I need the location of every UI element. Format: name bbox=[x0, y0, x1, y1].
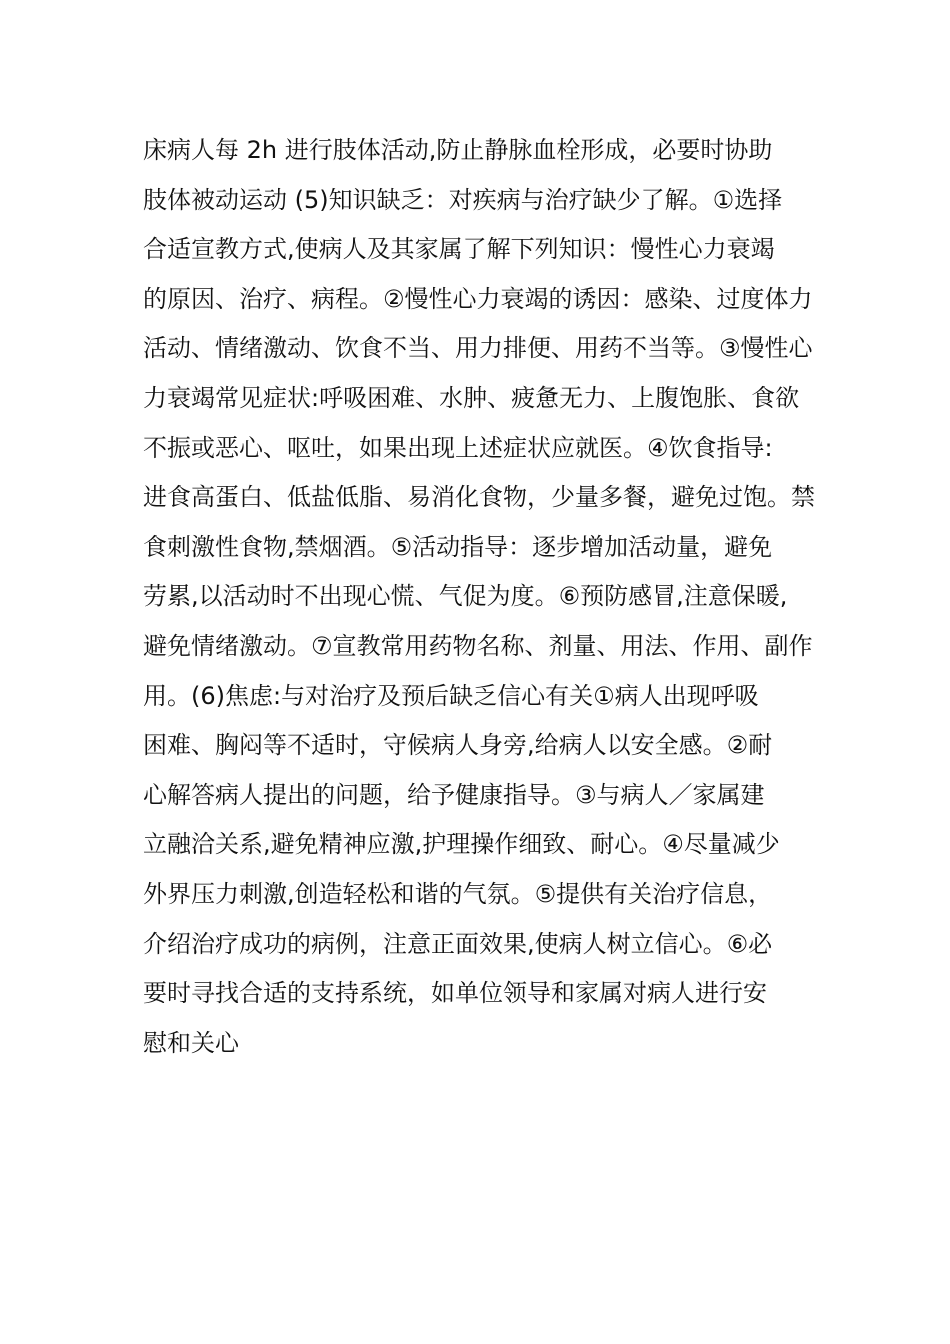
text-line: 力衰竭常见症状:呼吸困难、水肿、疲惫无力、上腹饱胀、食欲 bbox=[143, 383, 800, 412]
text-line: 进食高蛋白、低盐低脂、易消化食物，少量多餐，避免过饱。禁 bbox=[143, 483, 815, 512]
body-paragraph bbox=[143, 126, 813, 1068]
text-line: 心解答病人提出的问题，给予健康指导。③与病人／家属建 bbox=[143, 780, 765, 809]
text-line: 食刺激性食物,禁烟酒。⑤活动指导：逐步增加活动量，避免 bbox=[143, 532, 773, 561]
text-line: 合适宣教方式,使病人及其家属了解下列知识：慢性心力衰竭 bbox=[143, 235, 775, 264]
text-line: 不振或恶心、呕吐，如果出现上述症状应就医。④饮食指导: bbox=[143, 433, 773, 462]
text-line: 要时寻找合适的支持系统，如单位领导和家属对病人进行安 bbox=[143, 979, 767, 1008]
text-line: 肢体被动运动 (5)知识缺乏：对疾病与治疗缺少了解。①选择 bbox=[143, 185, 783, 214]
text-line: 困难、胸闷等不适时，守候病人身旁,给病人以安全感。②耐 bbox=[143, 731, 773, 760]
text-line: 劳累,以活动时不出现心慌、气促为度。⑥预防感冒,注意保暖, bbox=[143, 582, 788, 611]
text-line: 避免情绪激动。⑦宣教常用药物名称、剂量、用法、作用、副作 bbox=[143, 631, 813, 660]
text-line: 活动、情绪激动、饮食不当、用力排便、用药不当等。③慢性心 bbox=[143, 334, 813, 363]
text-line: 床病人每 2h 进行肢体活动,防止静脉血栓形成，必要时协助 bbox=[143, 136, 773, 164]
text-line: 介绍治疗成功的病例，注意正面效果,使病人树立信心。⑥必 bbox=[143, 929, 773, 958]
text-line: 用。(6)焦虑:与对治疗及预后缺乏信心有关①病人出现呼吸 bbox=[143, 681, 759, 710]
text-line: 立融洽关系,避免精神应激,护理操作细致、耐心。④尽量减少 bbox=[143, 830, 780, 859]
text-line: 外界压力刺激,创造轻松和谐的气氛。⑤提供有关治疗信息， bbox=[143, 879, 773, 908]
text-line: 的原因、治疗、病程。②慢性心力衰竭的诱因：感染、过度体力 bbox=[143, 284, 813, 313]
text-line: 慰和关心 bbox=[143, 1028, 239, 1057]
